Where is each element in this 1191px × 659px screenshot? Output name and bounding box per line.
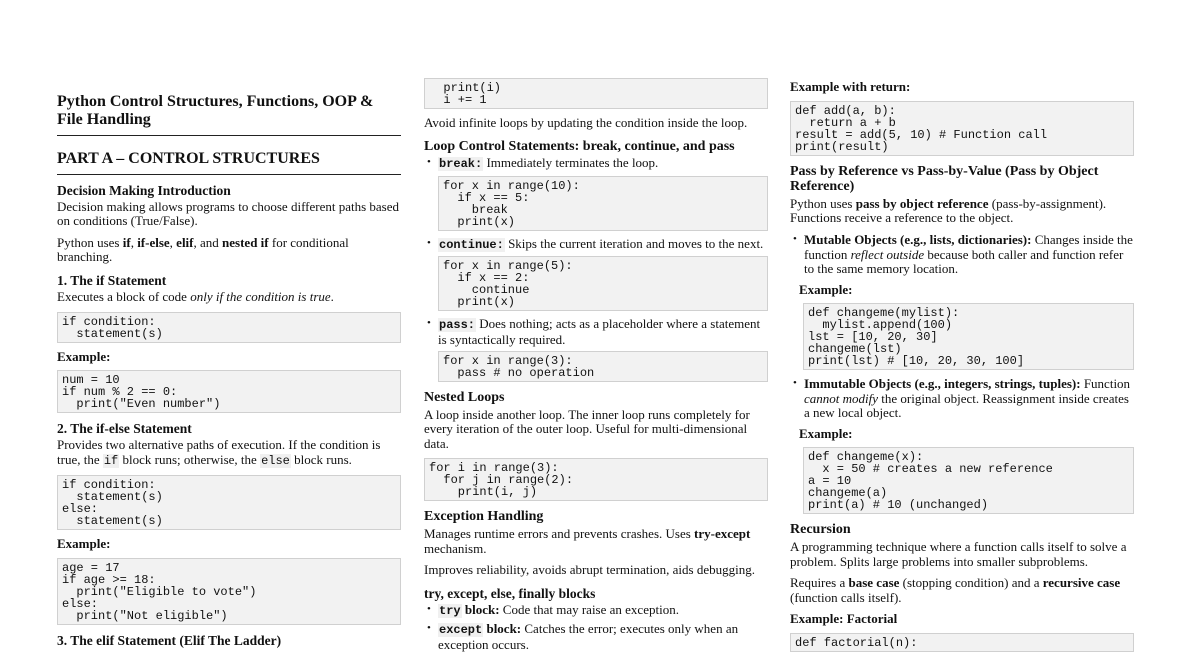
object-type-list bbox=[790, 233, 1134, 277]
try-item: • try block: Code that may raise an exception. bbox=[424, 603, 768, 618]
document-title: Python Control Structures, Functions, OOP & File Handling bbox=[57, 93, 401, 136]
recursion-heading: Recursion bbox=[790, 522, 851, 538]
try-blocks-list bbox=[424, 603, 768, 652]
if-syntax-code: if condition: statement(s) bbox=[57, 312, 401, 343]
nested-loops-heading: Nested Loops bbox=[424, 390, 505, 406]
if-example-code: num = 10 if num % 2 == 0: print("Even number") bbox=[57, 370, 401, 413]
while-loop-code-tail: print(i) i += 1 bbox=[424, 78, 768, 109]
break-item: • break: Immediately terminates the loop. for x in range(10): if x == 5: break print(x) bbox=[424, 156, 768, 230]
object-type-list-2 bbox=[790, 377, 1134, 421]
pass-code: for x in range(3): pass # no operation bbox=[438, 351, 768, 382]
return-example-label: Example with return: bbox=[790, 79, 911, 94]
elif-heading: 3. The elif Statement (Elif The Ladder) bbox=[57, 632, 282, 648]
part-a-heading: PART A – CONTROL STRUCTURES bbox=[57, 150, 401, 175]
if-example-label: Example: bbox=[57, 348, 111, 364]
decision-heading: Decision Making Introduction bbox=[57, 182, 231, 198]
ifelse-example-label: Example: bbox=[57, 536, 111, 552]
avoid-infinite-note: Avoid infinite loops by updating the condition inside the loop. bbox=[424, 115, 748, 130]
if-desc: Executes a block of code only if the condition is true. bbox=[57, 289, 334, 305]
column-1 bbox=[57, 0, 401, 648]
nested-loops-code: for i in range(3): for j in range(2): print(i, j) bbox=[424, 458, 768, 501]
break-code: for x in range(10): if x == 5: break print(x) bbox=[438, 176, 768, 231]
factorial-label: Example: Factorial bbox=[790, 611, 898, 627]
return-example-code: def add(a, b): return a + b result = add(5, 10) # Function call print(result) bbox=[790, 101, 1134, 156]
mutable-example-code: def changeme(mylist): mylist.append(100) lst = [10, 20, 30] changeme(lst) print(lst) # [10, 20, 30, 100] bbox=[803, 303, 1134, 370]
exception-benefits: Improves reliability, avoids abrupt termination, aids debugging. bbox=[424, 562, 755, 578]
ifelse-example-code: age = 17 if age >= 18: print("Eligible to vote") else: print("Not eligible") bbox=[57, 558, 401, 625]
continue-item: • continue: Skips the current iteration and moves to the next. for x in range(5): if x == 2: continue print(x) bbox=[424, 237, 768, 311]
exception-desc: Manages runtime errors and prevents crashes. Uses try-except mechanism. bbox=[424, 526, 751, 556]
pass-by-ref-heading: Pass by Reference vs Pass-by-Value (Pass by Object Reference) bbox=[790, 163, 1099, 195]
decision-desc: Decision making allows programs to choose different paths based on conditions (True/False). bbox=[57, 198, 400, 229]
immutable-example-code: def changeme(x): x = 50 # creates a new reference a = 10 changeme(a) print(a) # 10 (unchanged) bbox=[803, 447, 1134, 514]
nested-loops-desc: A loop inside another loop. The inner loop runs completely for every iteration of the outer loop. Useful for multi-dimensional data. bbox=[424, 406, 750, 451]
continue-code: for x in range(5): if x == 2: continue print(x) bbox=[438, 256, 768, 311]
except-item: • except block: Catches the error; executes only when an exception occurs. bbox=[424, 622, 768, 652]
decision-keywords: Python uses if, if-else, elif, and nested if for conditional branching. bbox=[57, 234, 349, 265]
try-blocks-heading: try, except, else, finally blocks bbox=[424, 585, 596, 601]
exception-heading: Exception Handling bbox=[424, 509, 544, 525]
if-heading: 1. The if Statement bbox=[57, 273, 167, 289]
pass-by-ref-desc: Python uses pass by object reference (pass-by-assignment). Functions receive a reference to the object. bbox=[790, 195, 1107, 226]
ifelse-syntax-code: if condition: statement(s) else: statement(s) bbox=[57, 475, 401, 530]
recursion-desc: A programming technique where a function calls itself to solve a problem. Splits large problems into smaller subproblems. bbox=[790, 539, 1127, 569]
column-2 bbox=[424, 0, 768, 652]
ifelse-desc: Provides two alternative paths of execution. If the condition is true, the if block runs; otherwise, the else block runs. bbox=[57, 437, 381, 468]
ifelse-heading: 2. The if-else Statement bbox=[57, 421, 192, 437]
column-3 bbox=[790, 0, 1134, 650]
mutable-item: • Mutable Objects (e.g., lists, dictionaries): Changes inside the function reflect outside because both caller and function refer to the same memory location. bbox=[790, 233, 1134, 277]
factorial-code: def factorial(n): bbox=[790, 633, 1134, 652]
recursion-requirements: Requires a base case (stopping condition) and a recursive case (function calls itself). bbox=[790, 575, 1121, 605]
mutable-example-label: Example: bbox=[799, 281, 853, 297]
pass-item: • pass: Does nothing; acts as a placeholder where a statement is syntactically required. for x in range(3): pass # no operation bbox=[424, 317, 768, 382]
loop-control-list bbox=[424, 156, 768, 382]
immutable-item: • Immutable Objects (e.g., integers, strings, tuples): Function cannot modify the original object. Reassignment inside creates a new local object. bbox=[790, 377, 1134, 421]
immutable-example-label: Example: bbox=[799, 425, 853, 441]
loop-control-heading: Loop Control Statements: break, continue, and pass bbox=[424, 138, 735, 154]
